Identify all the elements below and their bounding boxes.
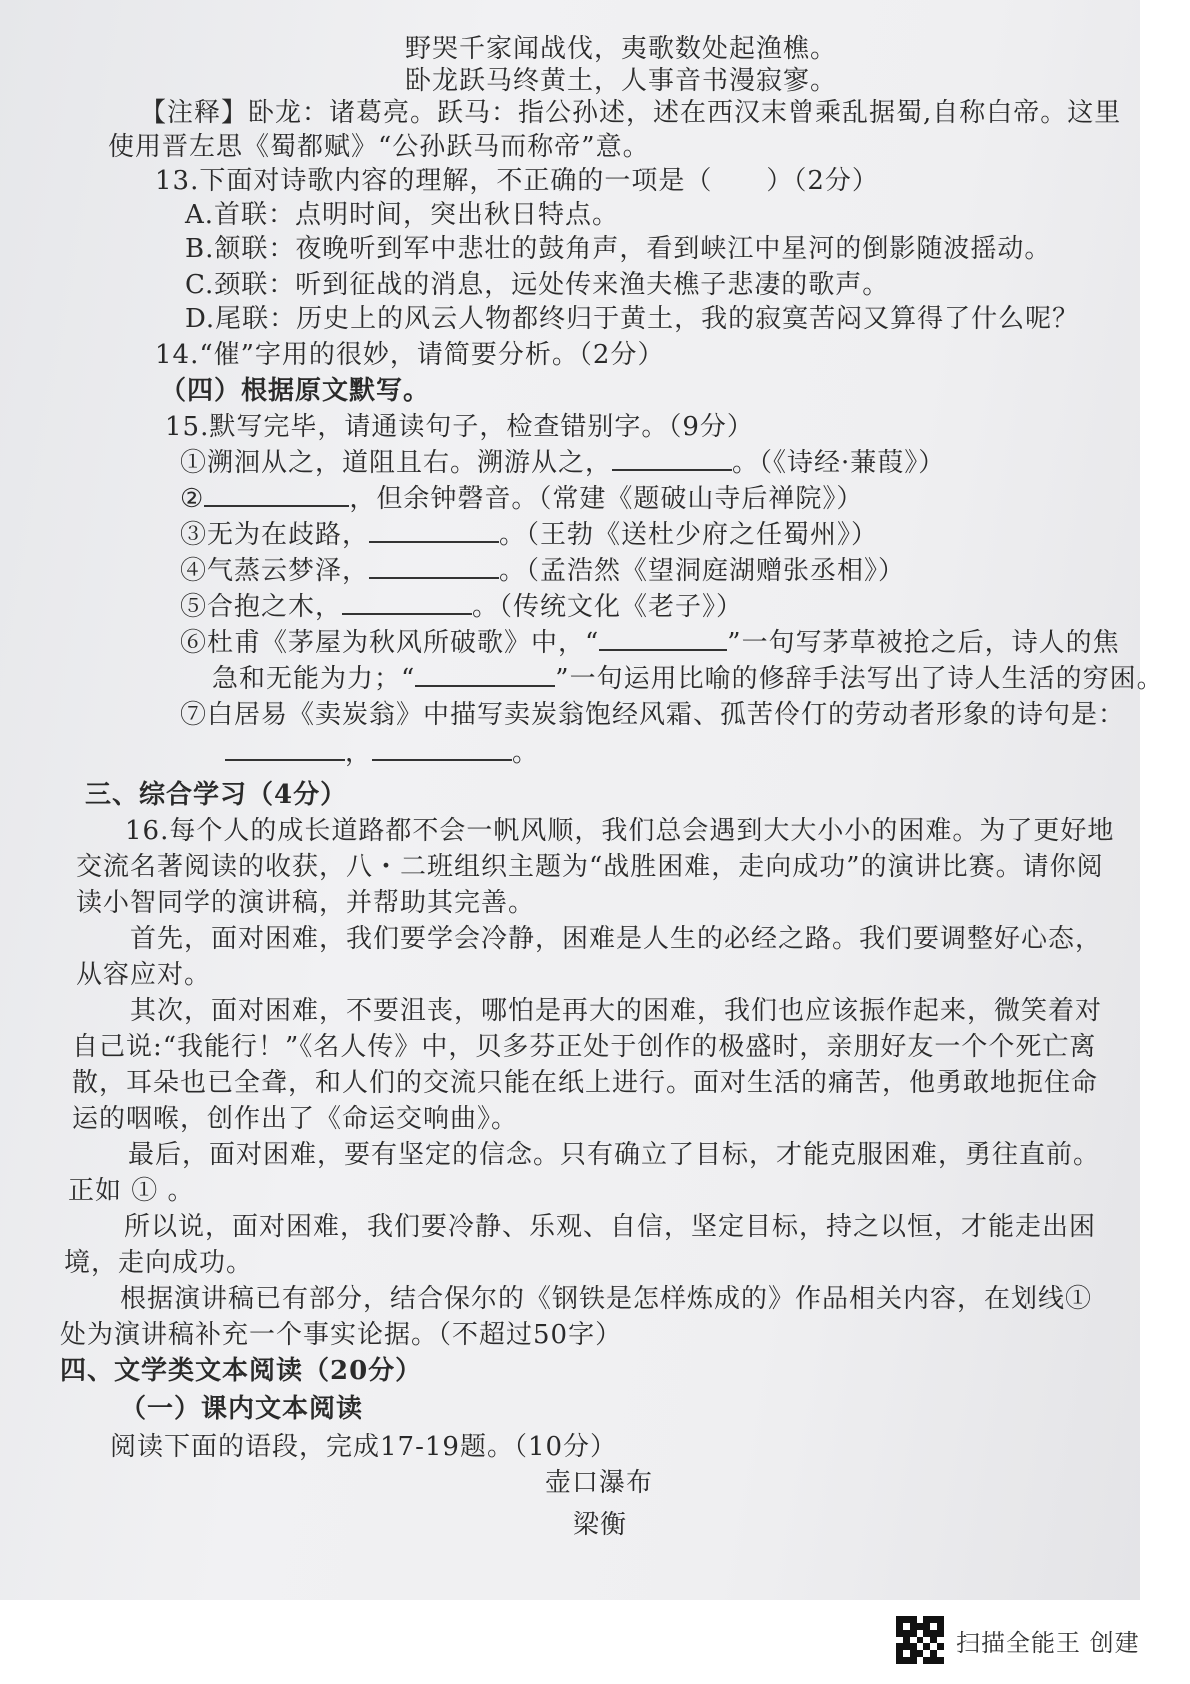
q16-para-9: 运的咽喉，创作出了《命运交响曲》。: [72, 1104, 519, 1134]
article-title: 壶口瀑布: [545, 1468, 654, 1498]
q15-item-4: ④气蒸云梦泽， 。（孟浩然《望洞庭湖赠张丞相》）: [180, 556, 906, 586]
poem-line-2: 卧龙跃马终黄土，人事音书漫寂寥。: [405, 66, 838, 96]
section-four-reading-heading: 四、文学类文本阅读（20分）: [60, 1356, 423, 1386]
q15-item-6-line-2: 急和无能为力；“ ”一句运用比喻的修辞手法写出了诗人生活的穷困。: [212, 664, 1164, 694]
q14: 14.“催”字用的很妙，请简要分析。（2分）: [155, 340, 665, 370]
scanner-watermark: [896, 1616, 1140, 1664]
article-author: 梁衡: [573, 1510, 628, 1540]
q16-para-4: 首先，面对困难，我们要学会冷静，困难是人生的必经之路。我们要调整好心态，: [130, 924, 1103, 954]
q16-para-2: 交流名著阅读的收获，八・二班组织主题为“战胜困难，走向成功”的演讲比赛。请你阅: [76, 852, 1104, 882]
q16-para-8: 散，耳朵也已全聋，和人们的交流只能在纸上进行。面对生活的痛苦，他勇敢地扼住命: [72, 1068, 1099, 1098]
section-three-heading: 三、综合学习（4分）: [85, 780, 348, 810]
watermark-text: 扫描全能王 创建: [956, 1628, 1140, 1657]
q15-item-2: ② ，但余钟磬音。（常建《题破山寺后禅院》）: [180, 484, 864, 514]
reading-instruction: 阅读下面的语段，完成17-19题。（10分）: [110, 1432, 618, 1462]
q15-item-7: ⑦白居易《卖炭翁》中描写卖炭翁饱经风霜、孤苦伶仃的劳动者形象的诗句是：: [180, 700, 1126, 730]
q16-para-1: 16.每个人的成长道路都不会一帆风顺，我们总会遇到大大小小的困难。为了更好地: [125, 816, 1115, 846]
q13-option-a: A.首联：点明时间，突出秋日特点。: [185, 200, 620, 230]
answer-blank[interactable]: [372, 737, 512, 761]
answer-blank[interactable]: [599, 627, 727, 651]
q16-para-5: 从容应对。: [76, 960, 212, 990]
note-line-2: 使用晋左思《蜀都赋》“公孙跃马而称帝”意。: [108, 132, 650, 162]
subsection-heading: （一）课内文本阅读: [120, 1394, 364, 1424]
qr-code-icon: [896, 1616, 944, 1664]
q15-item-6-line-1: ⑥杜甫《茅屋为秋风所破歌》中，“ ”一句写茅草被抢之后，诗人的焦: [180, 628, 1120, 658]
q15-item-7-blanks: ， 。: [225, 736, 539, 770]
note-line-1: 【注释】卧龙：诸葛亮。跃马：指公孙述，述在西汉末曾乘乱据蜀,自称白帝。这里: [140, 98, 1122, 128]
q16-para-15: 处为演讲稿补充一个事实论据。（不超过50字）: [60, 1320, 623, 1350]
q13-option-b: B.颔联：夜晚听到军中悲壮的鼓角声，看到峡江中星河的倒影随波摇动。: [185, 234, 1052, 264]
answer-blank[interactable]: [342, 591, 472, 615]
q15-item-1: ①溯洄从之，道阻且右。溯游从之， 。（《诗经·蒹葭》）: [180, 448, 946, 478]
answer-blank[interactable]: [415, 663, 555, 687]
answer-blank[interactable]: [612, 447, 732, 471]
q16-para-13: 境，走向成功。: [64, 1248, 254, 1278]
answer-blank[interactable]: [369, 555, 499, 579]
q16-para-3: 读小智同学的演讲稿，并帮助其完善。: [76, 888, 536, 918]
poem-line-1: 野哭千家闻战伐，夷歌数处起渔樵。: [405, 34, 838, 64]
q16-para-7: 自己说:“我能行！”《名人传》中，贝多芬正处于创作的极盛时，亲朋好友一个个死亡离: [72, 1032, 1097, 1062]
q15-stem: 15.默写完毕，请通读句子，检查错别字。（9分）: [165, 412, 754, 442]
q13-option-d: D.尾联：历史上的风云人物都终归于黄土，我的寂寞苦闷又算得了什么呢？: [185, 304, 1080, 334]
q15-item-5: ⑤合抱之木， 。（传统文化《老子》）: [180, 592, 744, 622]
answer-blank[interactable]: [204, 483, 349, 507]
q13-stem: 13.下面对诗歌内容的理解，不正确的一项是（ ）（2分）: [155, 166, 879, 196]
q16-para-11: 正如 ① 。: [68, 1176, 195, 1206]
answer-blank[interactable]: [225, 737, 345, 761]
q13-option-c: C.颈联：听到征战的消息，远处传来渔夫樵子悲凄的歌声。: [185, 270, 890, 300]
q16-para-14: 根据演讲稿已有部分，结合保尔的《钢铁是怎样炼成的》作品相关内容，在划线①: [120, 1284, 1093, 1314]
q15-item-3: ③无为在歧路， 。（王勃《送杜少府之任蜀州》）: [180, 520, 879, 550]
q16-para-12: 所以说，面对困难，我们要冷静、乐观、自信，坚定目标，持之以恒，才能走出困: [124, 1212, 1097, 1242]
section-four-heading: （四）根据原文默写。: [160, 376, 431, 406]
q16-para-10: 最后，面对困难，要有坚定的信念。只有确立了目标，才能克服困难，勇往直前。: [128, 1140, 1101, 1170]
answer-blank[interactable]: [369, 519, 499, 543]
q16-para-6: 其次，面对困难，不要沮丧，哪怕是再大的困难，我们也应该振作起来，微笑着对: [130, 996, 1103, 1026]
